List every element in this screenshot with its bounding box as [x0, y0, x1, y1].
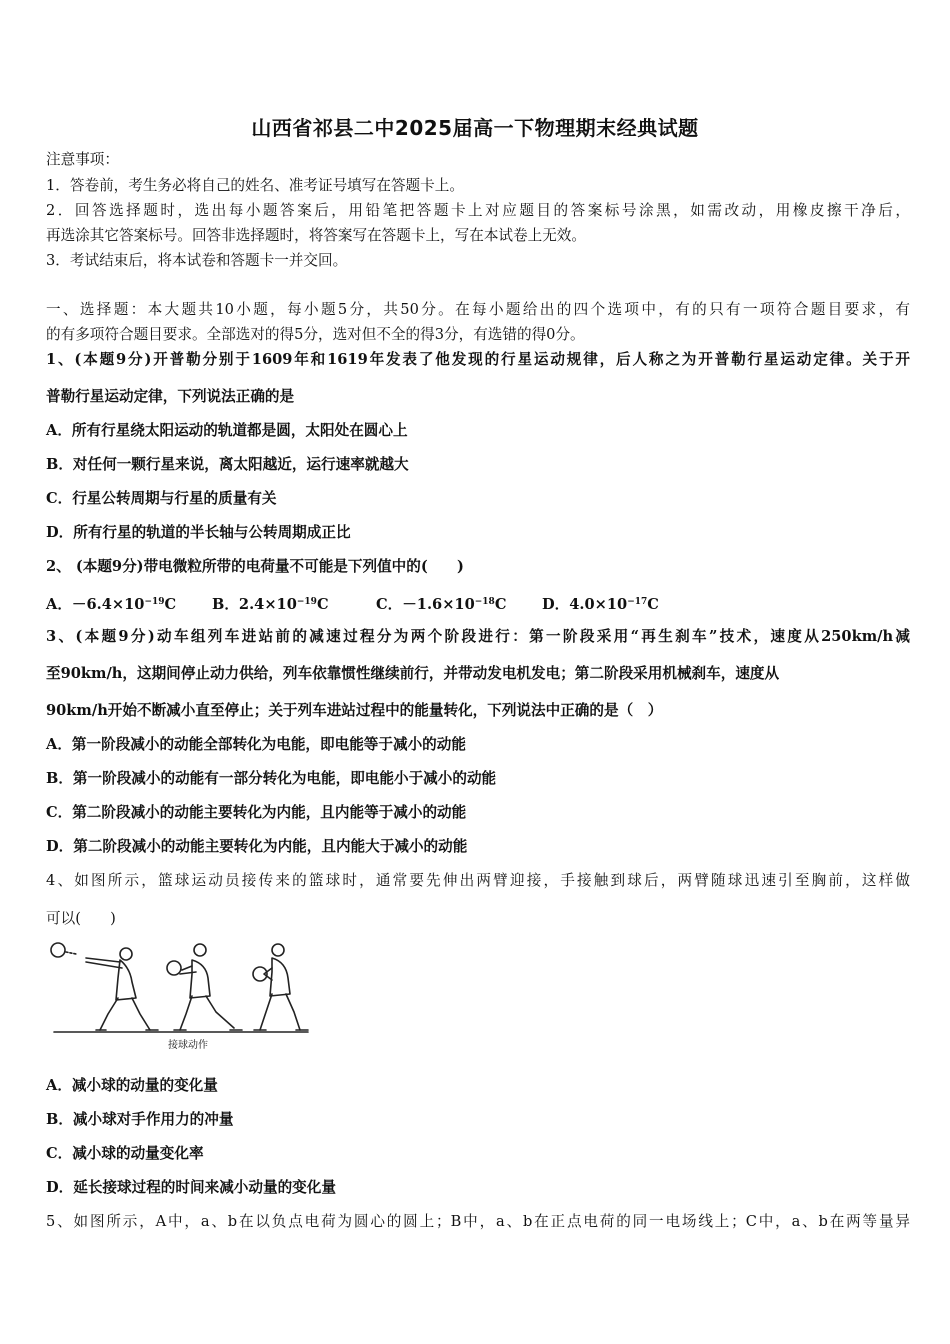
q4-stem-line-2: 可以( ) — [46, 910, 116, 927]
q2-option-b — [212, 592, 329, 615]
q3-stem-line-2: 至90km/h，这期间停止动力供给，列车依靠惯性继续前行，并带动发电机发电；第二阶段采用机械刹车，速度从 — [46, 665, 780, 682]
q2-option-c-exponent: −18 — [474, 597, 495, 607]
q4-option-a: A．减小球的动量的变化量 — [46, 1077, 218, 1094]
q4-option-b: B．减小球对手作用力的冲量 — [46, 1111, 234, 1128]
q2-option-a-unit: C — [164, 596, 177, 613]
q1-option-a: A．所有行星绕太阳运动的轨道都是圆，太阳处在圆心上 — [46, 422, 408, 439]
q2-option-b-base: B．2.4×10 — [212, 596, 297, 613]
notice-item-2-line-1: 2．回答选择题时，选出每小题答案后，用铅笔把答题卡上对应题目的答案标号涂黑，如需改动，用橡皮擦干净后， — [46, 202, 910, 219]
q1-option-c: C．行星公转周期与行星的质量有关 — [46, 490, 277, 507]
q2-option-c-base: C．－1.6×10 — [376, 596, 475, 613]
q3-stem-line-1: 3、(本题9分)动车组列车进站前的减速过程分为两个阶段进行：第一阶段采用“再生刹车”技术，速度从250km/h减 — [46, 628, 910, 645]
notice-item-2-line-2: 再选涂其它答案标号。回答非选择题时，将答案写在答题卡上，写在本试卷上无效。 — [46, 227, 586, 244]
q2-option-b-unit: C — [316, 596, 329, 613]
ball-icon-2 — [167, 961, 181, 975]
q2-option-a-base: A．－6.4×10 — [46, 596, 145, 613]
q2-option-d — [542, 592, 659, 615]
section-instructions-line-1: 一、选择题：本大题共10小题，每小题5分，共50分。在每小题给出的四个选项中，有的只有一项符合题目要求，有 — [46, 301, 910, 318]
q2-option-b-exponent: −19 — [296, 597, 317, 607]
q2-option-a-exponent: −19 — [144, 597, 165, 607]
ball-icon — [51, 943, 65, 957]
section-instructions-line-2: 的有多项符合题目要求。全部选对的得5分，选对但不全的得3分，有选错的得0分。 — [46, 326, 585, 343]
q3-stem-line-3: 90km/h开始不断减小直至停止；关于列车进站过程中的能量转化，下列说法中正确的是（ ） — [46, 702, 663, 719]
q3-option-c: C．第二阶段减小的动能主要转化为内能，且内能等于减小的动能 — [46, 804, 467, 821]
q3-option-d: D．第二阶段减小的动能主要转化为内能，且内能大于减小的动能 — [46, 838, 468, 855]
notice-item-3: 3．考试结束后，将本试卷和答题卡一并交回。 — [46, 252, 348, 269]
figure-caption: 接球动作 — [168, 1040, 208, 1051]
q1-option-d: D．所有行星的轨道的半长轴与公转周期成正比 — [46, 524, 351, 541]
q5-stem-line-1: 5、如图所示，A中，a、b在以负点电荷为圆心的圆上；B中，a、b在正点电荷的同一电场线上；C中，a、b在两等量异 — [46, 1213, 910, 1230]
q3-option-b: B．第一阶段减小的动能有一部分转化为电能，即电能小于减小的动能 — [46, 770, 497, 787]
q2-option-c — [376, 592, 506, 615]
page-title: 山西省祁县二中2025届高一下物理期末经典试题 — [251, 116, 699, 140]
q1-option-b: B．对任何一颗行星来说，离太阳越近，运行速率就越大 — [46, 456, 409, 473]
q2-option-c-unit: C — [494, 596, 507, 613]
q2-option-a — [46, 592, 176, 615]
q2-stem: 2、 (本题9分)带电微粒所带的电荷量不可能是下列值中的( ) — [46, 558, 464, 575]
q4-option-c: C．减小球的动量变化率 — [46, 1145, 204, 1162]
q2-option-d-unit: C — [647, 596, 659, 613]
player-2-head — [194, 944, 206, 956]
player-1-head — [120, 948, 132, 960]
q4-stem-line-1: 4、如图所示，篮球运动员接传来的篮球时，通常要先伸出两臂迎接，手接触到球后，两臂随球迅速引至胸前，这样做 — [46, 872, 910, 889]
q4-option-d: D．延长接球过程的时间来减小动量的变化量 — [46, 1179, 336, 1196]
notice-heading: 注意事项： — [46, 151, 119, 168]
q3-option-a: A．第一阶段减小的动能全部转化为电能，即电能等于减小的动能 — [46, 736, 466, 753]
q2-option-d-base: D．4.0×10 — [542, 596, 628, 613]
q1-stem-line-1: 1、(本题9分)开普勒分别于1609年和1619年发表了他发现的行星运动规律，后人称之为开普勒行星运动定律。关于开 — [46, 351, 910, 368]
notice-item-1: 1．答卷前，考生务必将自己的姓名、准考证号填写在答题卡上。 — [46, 177, 464, 194]
player-3-head — [272, 944, 284, 956]
q1-stem-line-2: 普勒行星运动定律，下列说法正确的是 — [46, 388, 295, 405]
q2-option-d-exponent: −17 — [627, 597, 648, 607]
